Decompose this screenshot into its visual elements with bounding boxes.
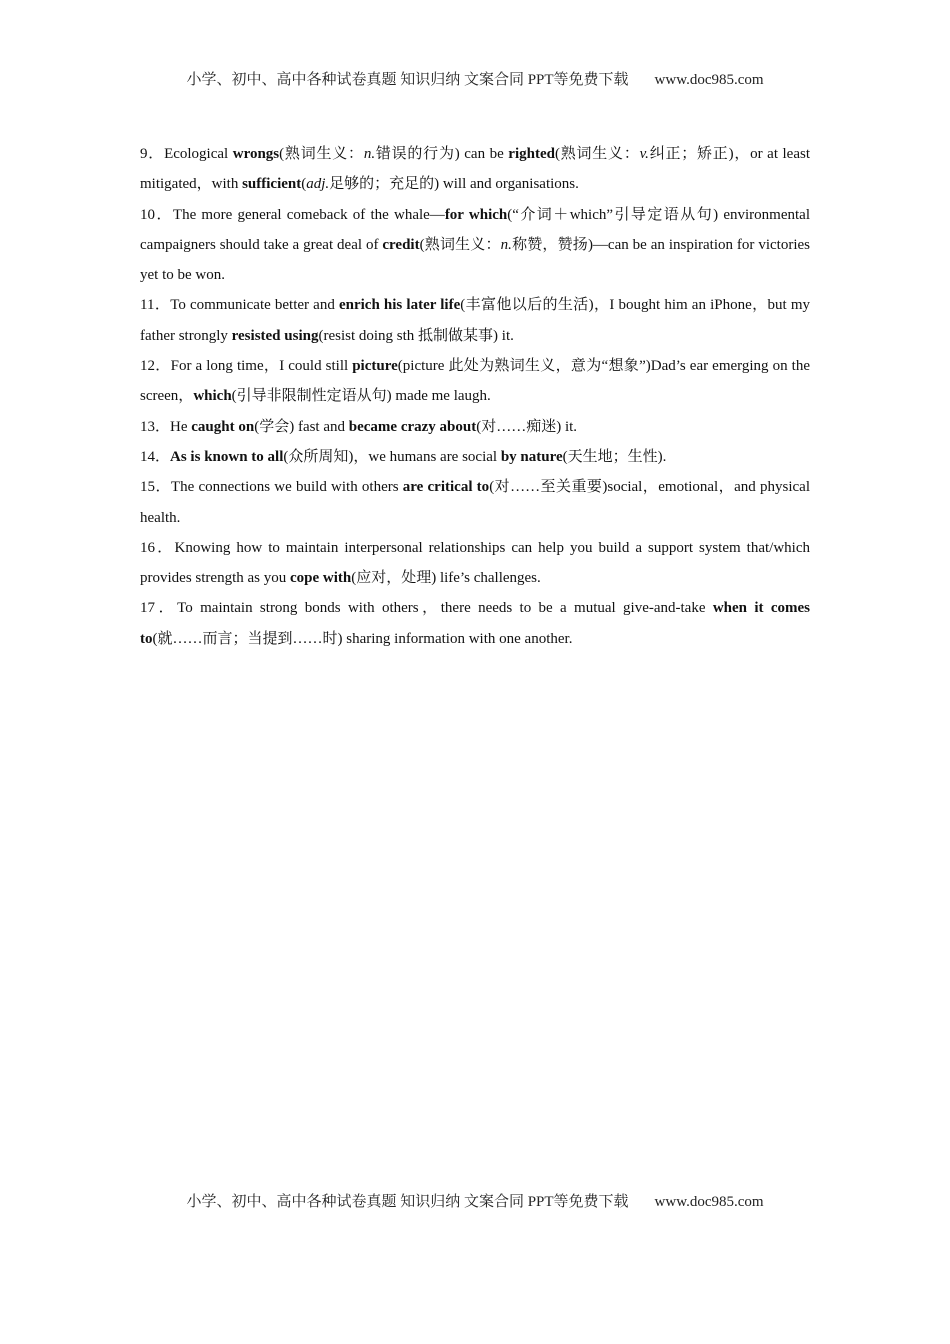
page-header (0, 68, 950, 89)
sentence-text: (天生地；生性). (562, 448, 667, 465)
sentence-text: He (170, 418, 192, 435)
sentence-text: (“介词＋which”引导定语从句) environmental campaigners should take a great deal of (140, 206, 810, 253)
sentence-item (140, 351, 810, 412)
key-phrase: became crazy about (348, 418, 477, 435)
sentence-text: To communicate better and (170, 297, 339, 314)
sentence-text: To maintain strong bonds with others，there needs to be a mutual give-and-take (177, 600, 713, 617)
key-phrase: wrongs (232, 146, 280, 162)
sentence-item (140, 412, 810, 442)
sentence-text: (众所周知)，we humans are social (283, 448, 501, 465)
key-phrase: when it comes to (140, 600, 810, 647)
item-number: 10． (140, 206, 173, 223)
sentence-item (140, 442, 810, 472)
sentence-item (140, 200, 810, 291)
sentence-text: 纠正；矫正)，or at least mitigated，with (140, 146, 810, 193)
sentence-text: 错误的行为) can be (375, 146, 509, 162)
sentence-text: ( (301, 176, 307, 193)
key-phrase: for which (444, 206, 508, 223)
sentence-text: (引导非限制性定语从句) made me laugh. (231, 388, 491, 405)
sentence-text: (应对，处理) life’s challenges. (351, 570, 541, 587)
header-site-link: www.doc985.com (654, 72, 764, 88)
part-of-speech: v. (639, 146, 649, 162)
item-number: 11． (140, 297, 171, 314)
sentence-item (140, 472, 810, 533)
sentence-text: (picture 此处为熟词生义，意为“想象”)Dad’s ear emerging on the screen， (140, 358, 810, 405)
item-number: 13． (140, 418, 171, 435)
key-phrase: As is known to all (170, 448, 284, 465)
sentence-text: (对……至关重要)social，emotional，and physical health. (140, 479, 810, 526)
key-phrase: cope with (289, 570, 352, 587)
item-number: 9． (140, 146, 165, 162)
key-phrase: righted (508, 146, 555, 162)
key-phrase: are critical to (402, 479, 490, 496)
sentence-item (140, 139, 810, 200)
sentence-text: (对……痴迷) it. (476, 418, 578, 435)
item-number: 16． (140, 539, 175, 556)
key-phrase: resisted using (231, 327, 319, 344)
key-phrase: enrich his later life (338, 297, 461, 314)
key-phrase: caught on (191, 418, 255, 435)
sentence-text: The connections we build with others (170, 479, 403, 496)
sentence-text: Knowing how to maintain interpersonal relationships can help you build a support system that/which provides strength as you (140, 539, 810, 587)
sentence-text: 足够的；充足的) will and organisations. (329, 176, 579, 193)
sentence-item (140, 533, 810, 594)
sentence-text: (熟词生义： (279, 146, 364, 162)
sentence-text: The more general comeback of the whale— (172, 206, 445, 223)
part-of-speech: n. (500, 236, 512, 253)
key-phrase: picture (352, 358, 398, 375)
sentence-text: (就……而言；当提到……时) sharing information with one another. (152, 630, 573, 647)
sentence-item (140, 290, 810, 351)
footer-site-link: www.doc985.com (654, 1194, 764, 1210)
key-phrase: credit (382, 236, 420, 253)
sentence-text: (熟词生义： (554, 146, 640, 162)
key-phrase: which (193, 388, 232, 405)
item-number: 12． (140, 358, 171, 375)
sentence-text: Ecological (164, 146, 233, 162)
sentence-text: (丰富他以后的生活)，I bought him an iPhone，but my father strongly (140, 297, 810, 344)
sentence-text: 称赞，赞扬)—can be an inspiration for victories yet to be won. (140, 236, 810, 284)
sentence-text: For a long time，I could still (170, 358, 353, 375)
page-footer (0, 1190, 950, 1211)
footer-text: 小学、初中、高中各种试卷真题 知识归纳 文案合同 PPT等免费下载 (186, 1194, 629, 1210)
sentence-list (140, 139, 810, 654)
sentence-text: (resist doing sth 抵制做某事) it. (318, 327, 514, 344)
sentence-text: (熟词生义： (419, 236, 501, 253)
sentence-text: (学会) fast and (254, 418, 349, 435)
item-number: 15． (140, 479, 171, 496)
part-of-speech: adj. (306, 176, 330, 193)
sentence-item (140, 593, 810, 654)
part-of-speech: n. (363, 146, 376, 162)
key-phrase: sufficient (242, 176, 302, 193)
key-phrase: by nature (500, 448, 563, 465)
header-text: 小学、初中、高中各种试卷真题 知识归纳 文案合同 PPT等免费下载 (186, 72, 629, 88)
item-number: 14． (140, 448, 171, 465)
item-number: 17． (140, 600, 178, 617)
